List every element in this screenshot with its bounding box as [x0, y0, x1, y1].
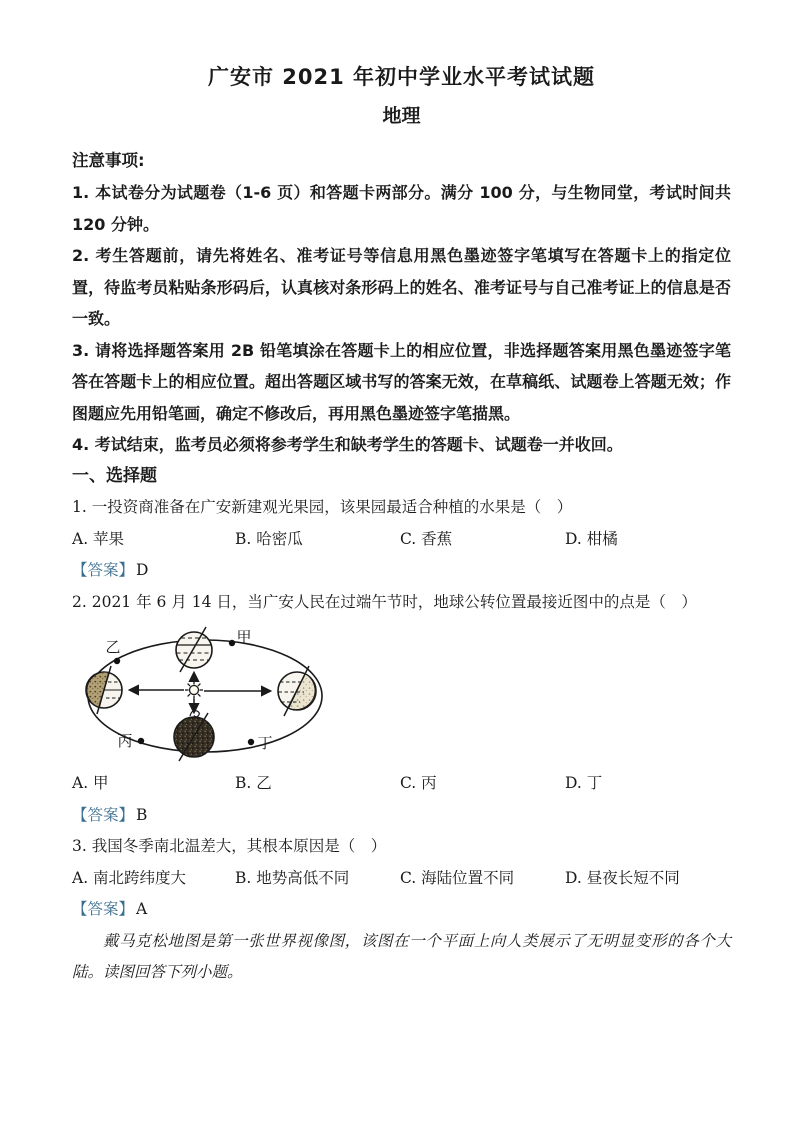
question-text: 1. 一投资商准备在广安新建观光果园，该果园最适合种植的水果是（ ） [72, 498, 573, 516]
notice-item-3: 3. 请将选择题答案用 2B 铅笔填涂在答题卡上的相应位置，非选择题答案用黑色墨迹签字笔答在答题卡上的相应位置。超出答题区域书写的答案无效，在草稿纸、试题卷上答题无效；作图题应先用铅笔画，确定不修改后，再用黑色墨迹签字笔描黑。 [72, 340, 731, 423]
answer-value: D [136, 561, 149, 579]
answer-label: 【答案】 [72, 900, 135, 918]
option-a: A. 南北跨纬度大 [72, 868, 187, 887]
notice-item-4: 4. 考试结束，监考员必须将参考学生和缺考学生的答题卡、试题卷一并收回。 [72, 435, 623, 454]
earth-position-top [176, 627, 212, 672]
notice-heading: 注意事项: [72, 151, 145, 170]
option-c: C. 海陆位置不同 [400, 868, 515, 887]
passage-text: 戴马克松地图是第一张世界视像图，该图在一个平面上向人类展示了无明显变形的各个大陆。读图回答下列小题。 [72, 931, 731, 981]
option-b: B. 哈密瓜 [235, 529, 303, 548]
option-d: D. 丁 [565, 774, 603, 792]
answer-value: A [136, 900, 148, 918]
answer-value: B [136, 805, 148, 824]
options-row [72, 768, 731, 800]
option-a: A. 甲 [72, 774, 109, 792]
answer-line [72, 894, 731, 926]
answer-line [72, 555, 731, 587]
option-b: B. 地势高低不同 [235, 868, 350, 887]
option-d: D. 柑橘 [565, 529, 618, 548]
page-title: 广安市 2021 年初中学业水平考试试题 [207, 65, 596, 89]
option-c: C. 香蕉 [400, 529, 453, 548]
option-b: B. 乙 [235, 774, 272, 792]
sun-icon [185, 681, 203, 699]
sunlight-arrows [130, 673, 270, 712]
option-c: C. 丙 [400, 774, 437, 792]
earth-position-right [278, 666, 316, 716]
notice-item-1: 1. 本试卷分为试题卷（1-6 页）和答题卡两部分。满分 100 分，与生物同堂，考试时间共 120 分钟。 [72, 183, 731, 234]
options-row [72, 863, 731, 895]
question-block-2 [72, 587, 731, 832]
diagram-label-bing: 丙 [117, 732, 133, 750]
option-a: A. 苹果 [72, 529, 125, 548]
answer-label: 【答案】 [72, 561, 135, 579]
earth-position-left [86, 666, 122, 714]
question-block-1 [72, 492, 731, 587]
answer-line [72, 800, 731, 832]
notice-item-2: 2. 考生答题前，请先将姓名、准考证号等信息用黑色墨迹签字笔填写在答题卡上的指定位置，待监考员粘贴条形码后，认真核对条形码上的姓名、准考证号与自己准考证上的信息是否一致。 [72, 246, 731, 328]
diagram-label-jia: 甲 [236, 628, 252, 646]
question-block-3 [72, 831, 731, 926]
diagram-label-ding: 丁 [257, 734, 273, 752]
question-text: 3. 我国冬季南北温差大，其根本原因是（ ） [72, 837, 387, 855]
answer-label: 【答案】 [72, 805, 135, 824]
option-d: D. 昼夜长短不同 [565, 868, 680, 887]
diagram-label-yi: 乙 [105, 638, 121, 656]
subject-title: 地理 [382, 105, 421, 127]
earth-revolution-diagram [74, 620, 731, 768]
section-heading: 一、选择题 [72, 465, 157, 486]
earth-revolution-svg [74, 620, 344, 768]
earth-position-bottom [174, 711, 214, 761]
options-row [72, 524, 731, 556]
question-text: 2. 2021 年 6 月 14 日，当广安人民在过端午节时，地球公转位置最接近图中的点是（ ） [72, 592, 697, 611]
